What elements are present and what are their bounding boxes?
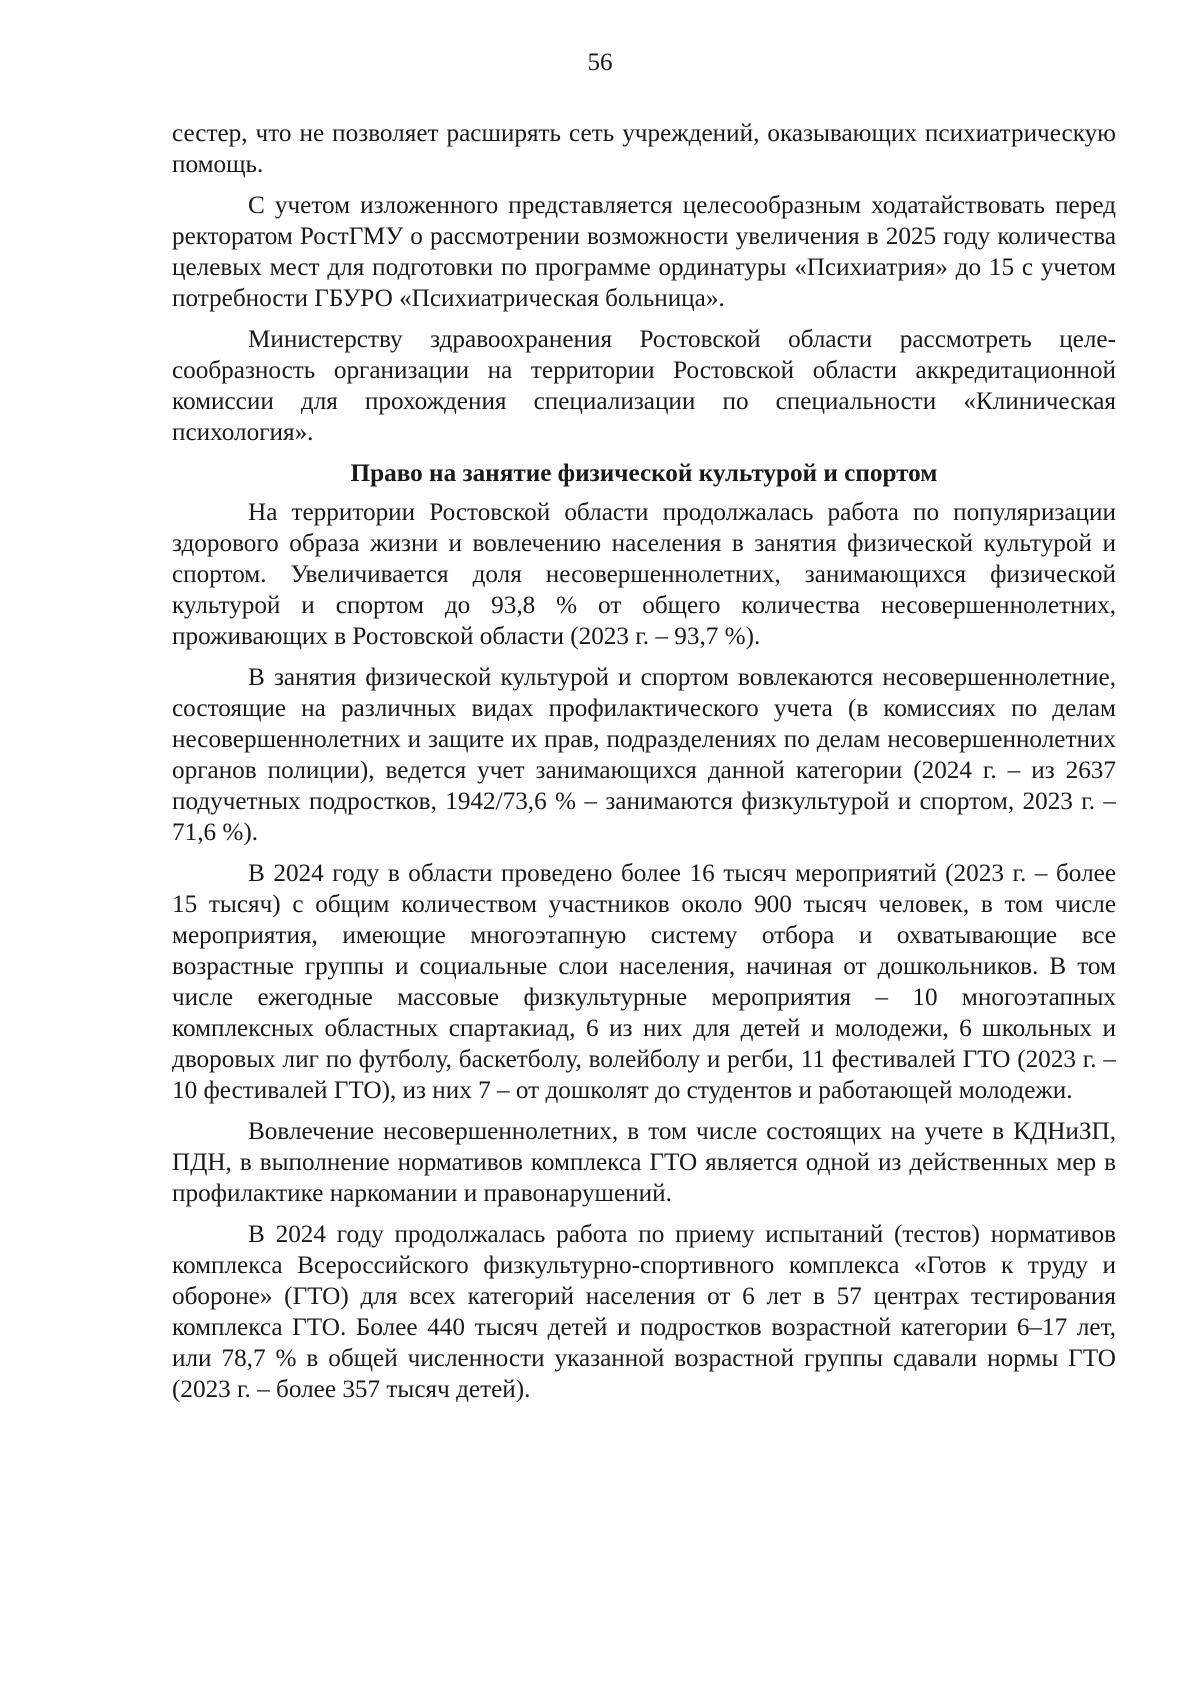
- paragraph: В 2024 году в области проведено более 16 тысяч мероприятий (2023 г. – более 15 тысяч) с общим количеством участников около 900 тысяч человек, в том числе мероприятия, имеющие многоэтапную систему отбора и охватывающие все возрастные группы и социальные слои населения, начиная от дошкольников. В том числе ежегодные массовые физкультурные мероприятия – 10 многоэтапных комплексных областных спартакиад, 6 из них для детей и молодежи, 6 школьных и дворовых лиг по футболу, баскетболу, волейболу и регби, 11 фестивалей ГТО (2023 г. – 10 фестивалей ГТО), из них 7 – от дошколят до студентов и работающей молодежи.: [172, 860, 1116, 1104]
- paragraph: сестер, что не позволяет расширять сеть учреждений, оказывающих психиатрическую помощь.: [172, 120, 1116, 178]
- paragraph: В 2024 году продолжалась работа по приему испытаний (тестов) нормативов комплекса Всероссийского физкультурно-спортивного комплекса «Готов к труду и обороне» (ГТО) для всех категорий населения от 6 лет в 57 центрах тестирования комплекса ГТО. Более 440 тысяч детей и подростков возрастной категории 6–17 лет, или 78,7 % в общей численности указанной возрастной группы сдавали нормы ГТО (2023 г. – более 357 тысяч детей).: [172, 1221, 1116, 1403]
- paragraph: На территории Ростовской области продолжалась работа по популяризации здорового образа жизни и вовлечению населения в занятия физической культурой и спортом. Увеличивается доля несовершеннолетних, занимающихся физической культурой и спортом до 93,8 % от общего количества несовершеннолетних, проживающих в Ростовской области (2023 г. – 93,7 %).: [172, 499, 1116, 650]
- paragraph: В занятия физической культурой и спортом вовлекаются несовершеннолетние, состоящие на различных видах профилактического учета (в комиссиях по делам несовершеннолетних и защите их прав, подразделениях по делам несовершеннолетних органов полиции), ведется учет занимающихся данной категории (2024 г. – из 2637 подучетных подростков, 1942/73,6 % – занимаются физкультурой и спортом, 2023 г. – 71,6 %).: [172, 664, 1116, 846]
- document-body: [172, 118, 1116, 1415]
- paragraph: Министерству здравоохранения Ростовской области рассмотреть целесообразность организации на территории Ростовской области аккредитационной комиссии для прохождения специализации по специальности «Клиническая психология».: [172, 326, 1116, 446]
- paragraph: Вовлечение несовершеннолетних, в том числе состоящих на учете в КДНиЗП, ПДН, в выполнение нормативов комплекса ГТО является одной из действенных мер в профилактике наркомании и правонарушений.: [172, 1118, 1116, 1207]
- section-heading: Право на занятие физической культурой и спортом: [350, 460, 938, 487]
- page-number: 56: [587, 49, 613, 76]
- paragraph: С учетом изложенного представляется целесообразным ходатайствовать перед ректоратом РостГМУ о рассмотрении возможности увеличения в 2025 году количества целевых мест для подготовки по программе ординатуры «Психиатрия» до 15 с учетом потребности ГБУРО «Психиатрическая больница».: [172, 192, 1116, 312]
